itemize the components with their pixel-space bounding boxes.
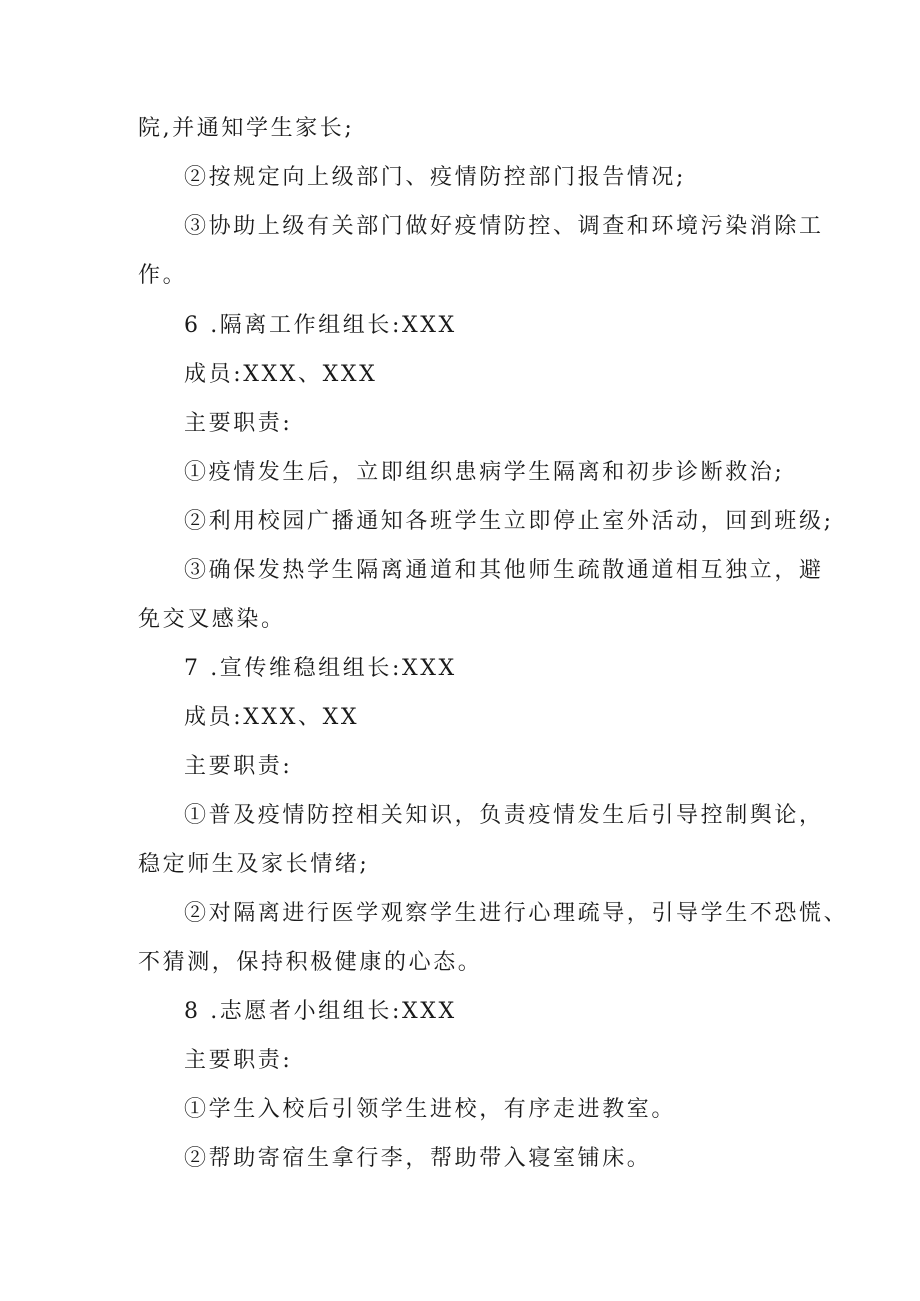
text-line: 免交叉感染。 [138,607,286,632]
text-line: 稳定师生及家长情绪; [138,852,370,877]
text-line: ①学生入校后引领学生进校，有序走进教室。 [184,1097,677,1122]
text-line: 主要职责: [184,754,293,779]
text-line: 不猜测，保持积极健康的心态。 [138,950,483,975]
text-line: ①普及疫情防控相关知识，负责疫情发生后引导控制舆论， [184,803,824,828]
text-line: 主要职责: [184,411,293,436]
text-line: ②利用校园广播通知各班学生立即停止室外活动，回到班级; [184,509,834,534]
text-line: 作。 [138,263,188,288]
text-line: ③确保发热学生隔离通道和其他师生疏散通道相互独立，避 [184,558,824,583]
text-line: ③协助上级有关部门做好疫情防控、调查和环境污染消除工 [184,214,824,239]
text-line: ②帮助寄宿生拿行李，帮助带入寝室铺床。 [184,1146,652,1171]
text-line: 成员:XXX、XX [184,705,360,730]
section-heading: 6 .隔离工作组组长:XXX [184,313,457,338]
text-line: ②对隔离进行医学观察学生进行心理疏导，引导学生不恐慌、 [184,901,849,926]
text-line: 主要职责: [184,1048,293,1073]
section-heading: 8 .志愿者小组组长:XXX [184,999,457,1024]
text-line: ②按规定向上级部门、疫情防控部门报告情况; [184,165,687,190]
section-heading: 7 .宣传维稳组组长:XXX [184,656,457,681]
text-line: 院,并通知学生家长; [138,116,355,141]
text-line: 成员:XXX、XXX [184,362,378,387]
text-line: ①疫情发生后，立即组织患病学生隔离和初步诊断救治; [184,460,785,485]
